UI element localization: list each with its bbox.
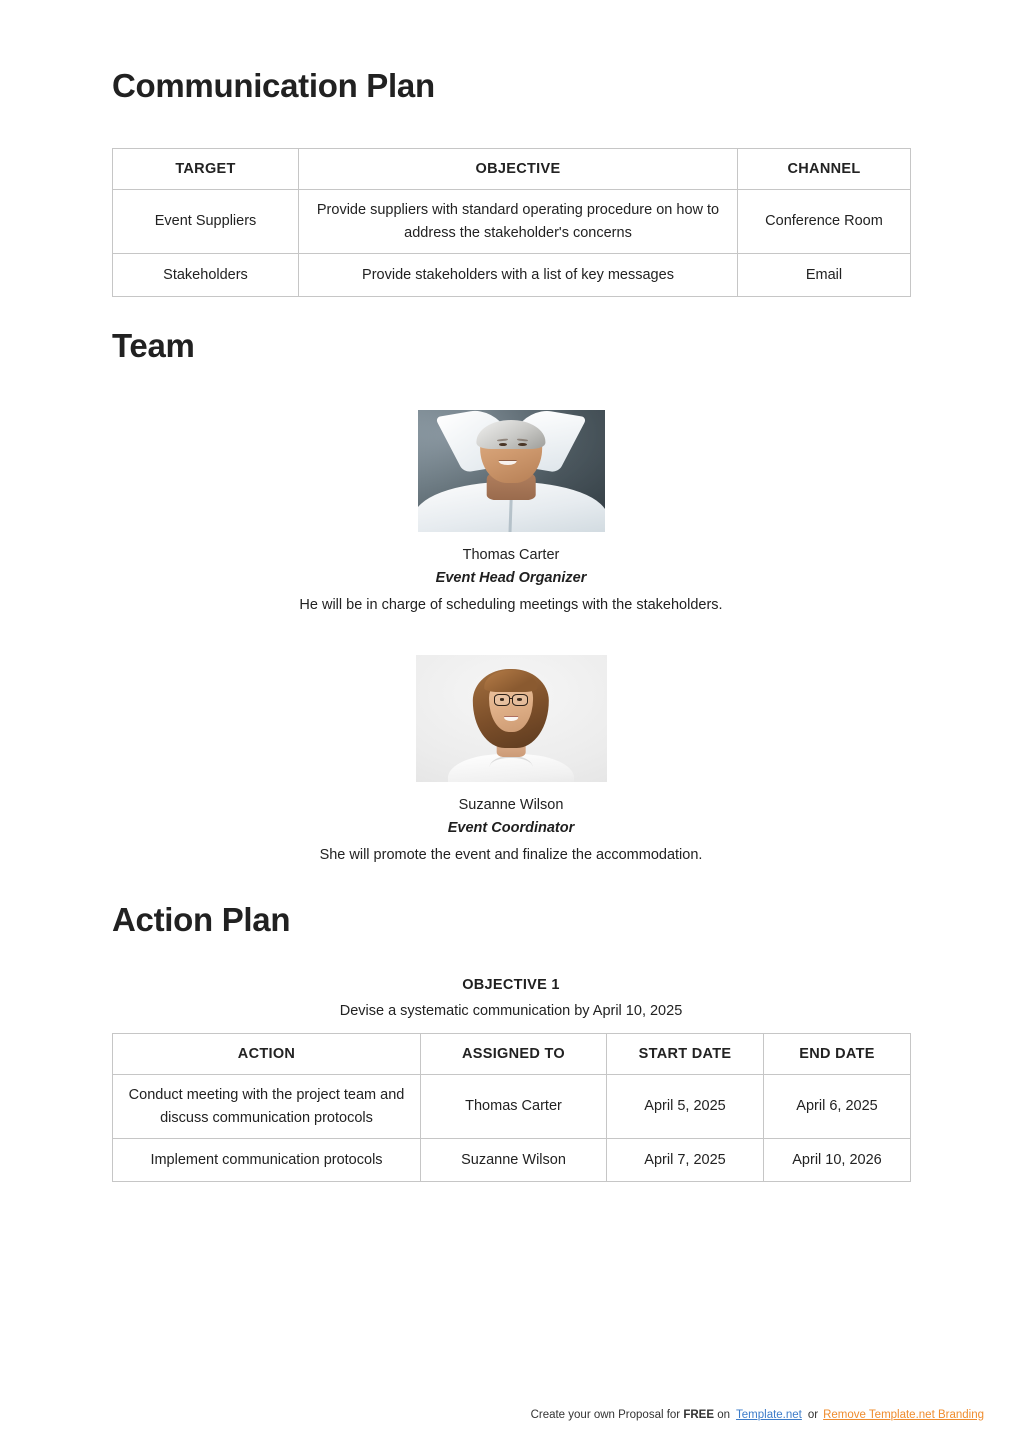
action-plan-table-wrapper — [112, 1033, 911, 1182]
team-member-role: Event Coordinator — [447, 819, 575, 836]
footer-branding — [531, 1410, 984, 1422]
portrait-illustration — [416, 655, 607, 782]
cell-target: Stakeholders — [113, 254, 299, 297]
page-title-communication-plan: Communication Plan — [112, 67, 435, 104]
footer-on-text: on — [714, 1408, 731, 1421]
cell-action: Implement communication protocols — [113, 1139, 421, 1182]
table-row — [113, 254, 911, 297]
team-member-name: Thomas Carter — [462, 547, 560, 563]
cell-assigned-to: Suzanne Wilson — [421, 1139, 607, 1182]
column-header-start-date: START DATE — [607, 1034, 764, 1075]
table-row — [113, 190, 911, 254]
cell-objective: Provide stakeholders with a list of key messages — [299, 254, 738, 297]
remove-branding-link[interactable]: Remove Template.net Branding — [823, 1408, 984, 1421]
objective-block — [112, 975, 910, 1023]
eye-right-shape — [517, 698, 522, 700]
eye-left-shape — [500, 698, 505, 700]
cell-end-date: April 10, 2026 — [764, 1139, 911, 1182]
team-member-role: Event Head Organizer — [435, 569, 587, 586]
column-header-end-date: END DATE — [764, 1034, 911, 1075]
cell-start-date: April 7, 2025 — [607, 1139, 764, 1182]
column-header-action: ACTION — [113, 1034, 421, 1075]
objective-description: Devise a systematic communication by April 10, 2025 — [339, 1002, 683, 1019]
page-title-team: Team — [112, 327, 195, 364]
cell-assigned-to: Thomas Carter — [421, 1075, 607, 1139]
team-member-name: Suzanne Wilson — [458, 797, 564, 813]
cell-channel: Conference Room — [738, 190, 911, 254]
action-plan-table — [112, 1033, 911, 1182]
table-row — [113, 1075, 911, 1139]
mouth-shape — [504, 717, 518, 721]
column-header-objective: OBJECTIVE — [299, 149, 738, 190]
footer-prefix-text: Create your own Proposal for — [530, 1408, 684, 1421]
table-header-row — [113, 149, 911, 190]
table-row — [113, 1139, 911, 1182]
cell-end-date: April 6, 2025 — [764, 1075, 911, 1139]
footer-or-text: or — [807, 1408, 819, 1421]
cell-action: Conduct meeting with the project team and discuss communication protocols — [113, 1075, 421, 1139]
column-header-target: TARGET — [113, 149, 299, 190]
table-header-row — [113, 1034, 911, 1075]
template-net-link[interactable]: Template.net — [736, 1408, 802, 1421]
cell-start-date: April 5, 2025 — [607, 1075, 764, 1139]
avatar-thomas-carter — [418, 410, 605, 532]
team-member-card — [112, 410, 910, 617]
column-header-channel: CHANNEL — [738, 149, 911, 190]
glasses-bridge-shape — [510, 698, 513, 699]
team-member-description: She will promote the event and finalize the accommodation. — [319, 846, 703, 863]
avatar-suzanne-wilson — [416, 655, 607, 782]
page-title-action-plan: Action Plan — [112, 901, 291, 938]
communication-plan-table-wrapper — [112, 148, 911, 297]
team-member-card — [112, 655, 910, 867]
column-header-assigned-to: ASSIGNED TO — [421, 1034, 607, 1075]
cell-channel: Email — [738, 254, 911, 297]
portrait-illustration — [418, 410, 605, 532]
footer-free-text: FREE — [683, 1408, 715, 1421]
communication-plan-table — [112, 148, 911, 297]
team-member-description: He will be in charge of scheduling meetings with the stakeholders. — [299, 596, 723, 613]
objective-label: OBJECTIVE 1 — [462, 977, 560, 993]
cell-target: Event Suppliers — [113, 190, 299, 254]
cell-objective: Provide suppliers with standard operating procedure on how to address the stakeholder's concerns — [299, 190, 738, 254]
